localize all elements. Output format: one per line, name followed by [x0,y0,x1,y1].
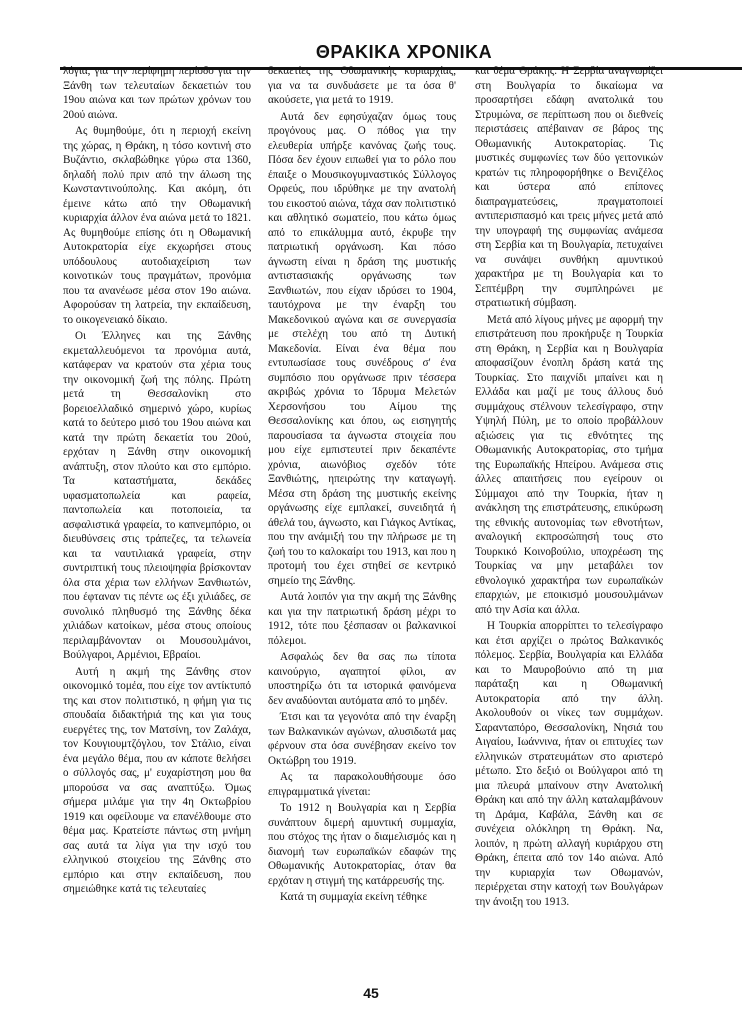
paragraph: Αυτά δεν εφησύχαζαν όμως τους προγόνους μας. Ο πόθος για την ελευθερία υπήρξε κανόνας ζωής τους. Πόσα δεν έχουν ειπωθεί για το ρόλο που έπαιξε ο Μουσικογυμναστικός Σύλλογος Ορφεύς, που ιδρύθηκε με την ανατολή του εικοστού αιώνα, τάχα σαν πολιτιστικό και αθλητικό σωματείο, που κάτω όμως από το επικάλυμμα αυτό, έκρυβε την πατριωτική οργάνωση. Και πόσο άγνωστη είναι η δράση της μυστικής αντιστασιακής οργάνωσης των Ξανθιωτών, που είχαν ιδρύσει το 1904, ταυτόχρονα με την έναρξη του Μακεδονικού αγώνα και σε συνεργασία με στελέχη του από τη Δυτική Μακεδονία. Είναι ένα θέμα που εντυπωσίασε τους συνέδρους σ' ένα συμπόσιο που οργάνωσε πριν τέσσερα ακριβώς χρόνια το Ίδρυμα Μελετών Χερσονήσου του Αίμου της Θεσσαλονίκης και όπου, ως εισηγητής παρουσίασα τα άγνωστα στοιχεία που μου είχε εμπιστευτεί πριν δεκαπέντε χρόνια, αιωνόβιος σχεδόν τότε Ξανθιώτης, ηπειρώτης την καταγωγή. Μέσα στη δράση της μυστικής εκείνης οργάνωσης είχε εμπλακεί, συνειδητά ή άθελά του, άγνωστο, και Γιάγκος Αντίκας, που την ανάμιξή του την πλήρωσε με τη ζωή του το καλοκαίρι του 1913, και που η προτομή του έχει στηθεί σε κεντρικό σημείο της Ξάνθης. [268,110,456,587]
page-number: 45 [363,985,379,1001]
column-3 [475,64,663,972]
paragraph: Ας θυμηθούμε, ότι η περιοχή εκείνη της χώρας, η Θράκη, η τόσο κοντινή στο Βυζάντιο, σκλαβώθηκε γύρω στα 1360, δηλαδή πολύ πριν από την άλωση της Κωνσταντινούπολης. Και ακόμη, ότι έμεινε κάτω από την Οθωμανική κυριαρχία άλλον ένα αιώνα μετά το 1821. Ας θυμηθούμε επίσης ότι η Οθωμανική Αυτοκρατορία είχε εκχωρήσει στους υπόδουλους αυτοδιαχείριση των κοινοτικών τους πραγμάτων, προνόμια που τα ανανέωσε μέσα στον 19ο αιώνα. Αφορούσαν τη λατρεία, την εκπαίδευση, το οικογενειακό δίκαιο. [63,125,251,326]
paragraph: Η Τουρκία απορρίπτει το τελεσίγραφο και έτσι αρχίζει ο πρώτος Βαλκανικός πόλεμος. Σερβία, Βουλγαρία και Ελλάδα και το Μαυροβούνιο από τη μια παράταξη και η Οθωμανική Αυτοκρατορία από την άλλη. Ακολουθούν οι νίκες των συμμάχων. Σαρανταπόρο, Θεσσαλονίκη, Νησιά του Αιγαίου, Ιωάννινα, ήταν οι επιτυχίες των ελληνικών στρατευμάτων στο αριστερό μέτωπο. Στο δεξιό οι Βούλγαροι από τη μια πλευρά μπαίνουν στην Ανατολική Θράκη και από την άλλη καταλαμβάνουν τη Δράμα, Καβάλα, Ξάνθη και σε συνέχεια ολόκληρη τη Θράκη. Να, λοιπόν, η πρώτη αλλαγή κυριάρχου στη Θράκη, έπειτα από τον 14ο αιώνα. Από την κυριαρχία των Οθωμανών, περιέρχεται στην κατοχή των Βουλγάρων την άνοιξη του 1913. [475,620,663,908]
paragraph: Αυτή η ακμή της Ξάνθης στον οικονομικό τομέα, που είχε τον αντίκτυπό της και στον πολιτιστικό, η φήμη για τις σπουδαία διδακτήριά της και για τους ευεργέτες της, τον Ματσίνη, τον Ζαλάχα, τον Κουγιουμτζόγλου, τον Στάλιο, είναι ένα μεγάλο θέμα, που αν κάποτε θελήσει ο σύλλογός σας, μ' ευχαρίστηση μου θα μπορούσα να σας αναπτύξω. Όμως σήμερα μιλάμε για την 4η Οκτωβρίου 1919 και οφείλουμε να επανέλθουμε στο θέμα μας. Κρατείστε πάντως στη μνήμη σας αυτά τα λίγα για την ισχύ του ελληνικού στοιχείου της Ξάνθης στο εμπόριο και στην εκπαίδευση, που σημειώθηκε κατά τις τελευταίες [63,665,251,895]
column-1 [63,64,251,972]
paragraph: Ασφαλώς δεν θα σας πω τίποτα καινούργιο, αγαπητοί φίλοι, αν υποστηρίξω ότι τα ιστορικά φαινόμενα δεν αναδύονται αυτόματα από το μηδέν. [268,651,456,707]
paragraph: Οι Έλληνες και της Ξάνθης εκμεταλλευόμενοι τα προνόμια αυτά, κατάφεραν να κρατούν στα χέρια τους την οικονομική ζωή της πόλης. Πρώτη μετά τη Θεσσαλονίκη στο βορειοελλαδικό σημερινό χώρο, κυρίως κατά το δεύτερο μισό του 19ου αιώνα και κατά την πρώτη δεκαετία του 20ού, ερχόταν η Ξάνθη στην οικονομική ανάπτυξη, στον πλούτο και στο εμπόριο. Τα καταστήματα, δεκάδες υφασματοπωλεία και ραφεία, παντοπωλεία και ποτοποιεία, τα ασφαλιστικά γραφεία, το καπνεμπόριο, οι διευθύνσεις στις τράπεζες, τα τελωνεία και τα ναυτιλιακά γραφεία, στην συντριπτική τους πλειοψηφία βρίσκονταν όλα στα χέρια των ελλήνων Ξανθιωτών, που έφταναν τις πέντε ως έξι χιλιάδες, σε συνολικό πληθυσμό της Ξάνθης δέκα χιλιάδων κατοίκων, μέσα στους οποίους περιλαμβάνονταν οι Μουσουλμάνοι, Βούλγαροι, Αρμένιοι, Εβραίοι. [63,330,251,661]
paragraph: Μετά από λίγους μήνες με αφορμή την επιστράτευση που προκήρυξε η Τουρκία στη Θράκη, η Σερβία και η Βουλγαρία αποφασίζουν ένοπλη δράση κατά της Τουρκίας. Στο παιχνίδι μπαίνει και η Ελλάδα και μαζί με τους άλλους δυό συμμάχους στέλνουν τελεσίγραφο, στην Υψηλή Πύλη, με το οποίο προβάλλουν αξιώσεις για τις εθνότητες της Οθωμανικής Αυτοκρατορίας, στο τμήμα της Ευρωπαϊκής Ηπείρου. Ανάμεσα στις άλλες απαιτήσεις που εγείρουν οι Σύμμαχοι από την Τουρκία, ήταν η ανάκληση της επιστράτευσης, επικύρωση της εθνικής αυτονομίας των εθνοτήτων, αναλογική εκπροσώπησή τους στο Τουρκικό Κοινοβούλιο, υποχρέωση της Τουρκίας να μην μεταβάλει τον εθνολογικό χαρακτήρα των ευρωπαϊκών επαρχιών, με εποικισμό μουσουλμάνων από την Ασία και άλλα. [475,313,663,616]
paragraph: Έτσι και τα γεγονότα από την έναρξη των Βαλκανικών αγώνων, αλυσιδωτά μας φέρνουν στα όσα συνέβησαν εκείνο τον Οκτώβρη του 1919. [268,711,456,767]
article-body [63,64,663,972]
paragraph: Ας τα παρακολουθήσουμε όσο επιγραμματικά γίνεται: [268,771,456,798]
paragraph: Κατά τη συμμαχία εκείνη τέθηκε [280,891,428,903]
journal-title: ΘΡΑΚΙΚΑ ΧΡΟΝΙΚΑ [315,42,493,62]
column-2 [268,64,456,972]
paragraph: Το 1912 η Βουλγαρία και η Σερβία συνάπτουν διμερή αμυντική συμμαχία, που στόχος της ήταν ο διαμελισμός και η διανομή των ευρωπαϊκών εδαφών της Οθωμανικής Αυτοκρατορίας, όταν θα ερχόταν η στιγμή της κατάρρευσής της. [268,802,456,887]
paragraph: και θέμα Θράκης. Η Σερβία αναγνωρίζει στη Βουλγαρία το δικαίωμα να προσαρτήσει εδάφη ανατολικά του Στρυμώνα, σε περίπτωση που οι διεθνείς περιστάσεις απέβαιναν σε βάρος της Οθωμανικής Αυτοκρατορίας. Τις μυστικές συμφωνίες των δύο γειτονικών κρατών τις πληροφορήθηκε ο Βενιζέλος και ύστερα από επίπονες διαπραγματεύσεις, πραγματοποιεί αντιπερισπασμό και τρεις μήνες μετά από την υπογραφή της συμφωνίας ανάμεσα στη Σερβία και τη Βουλγαρία, πετυχαίνει να συνάψει συνθήκη αμυντικού χαρακτήρα με τη Βουλγαρία και το Σεπτέμβρη την συμπληρώνει με στρατιωτική σύμβαση. [475,65,663,309]
paragraph: Αυτά λοιπόν για την ακμή της Ξάνθης και για την πατριωτική δράση μέχρι το 1912, τότε που ξέσπασαν οι βαλκανικοί πόλεμοι. [268,591,456,647]
paragraph: δεκαετίες της Οθωμανικής κυριαρχίας, για να τα συνδυάσετε με τα όσα θ' ακούσετε, για μετά το 1919. [268,65,456,106]
paragraph: λόγια, για την περίφημη περίοδο για την Ξάνθη των τελευταίων δεκαετιών του 19ου αιώνα και των πρώτων χρόνων του 20ού αιώνα. [63,65,251,121]
